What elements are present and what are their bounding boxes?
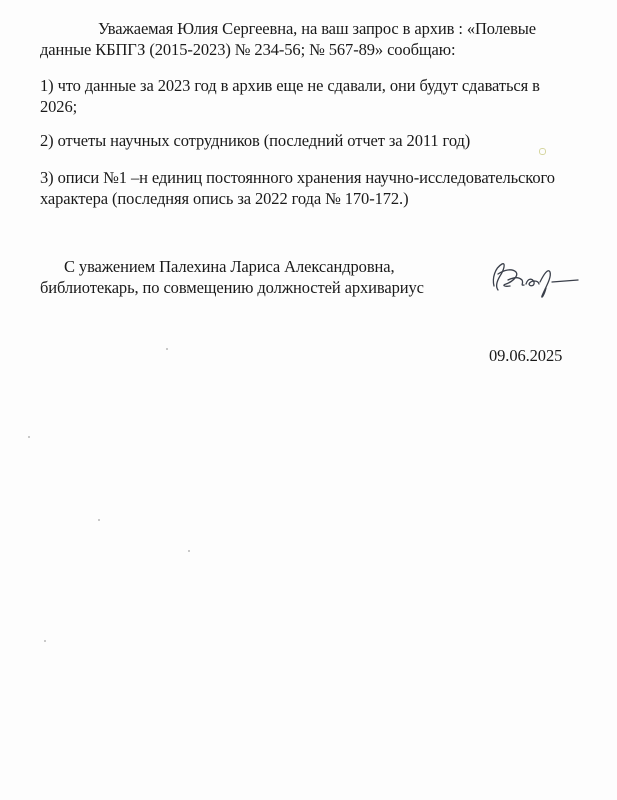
scan-speck (98, 519, 100, 521)
scan-speck (188, 550, 190, 552)
closing-line-2: библиотекарь, по совмещению должностей архивариус (40, 278, 424, 297)
item-1-line-1: 1) что данные за 2023 год в архив еще не сдавали, они будут сдаваться в (40, 76, 540, 95)
item-3-line-2: характера (последняя опись за 2022 года № 170-172.) (40, 189, 409, 208)
scan-speck (28, 436, 30, 438)
scan-speck (44, 640, 46, 642)
scan-speck (539, 148, 546, 155)
closing-line-1: С уважением Палехина Лариса Александровна, (64, 257, 395, 276)
handwritten-signature (482, 256, 592, 302)
item-1-line-2: 2026; (40, 97, 78, 116)
item-3-line-1: 3) описи №1 –н единиц постоянного хранения научно-исследовательского (40, 168, 555, 187)
greeting-line-2: данные КБПГЗ (2015-2023) № 234-56; № 567-89» сообщаю: (40, 40, 456, 59)
greeting-line-1: Уважаемая Юлия Сергеевна, на ваш запрос в архив : «Полевые (98, 19, 536, 38)
letter-date: 09.06.2025 (489, 346, 563, 365)
scan-speck (166, 348, 168, 350)
item-2: 2) отчеты научных сотрудников (последний отчет за 2011 год) (40, 131, 471, 150)
